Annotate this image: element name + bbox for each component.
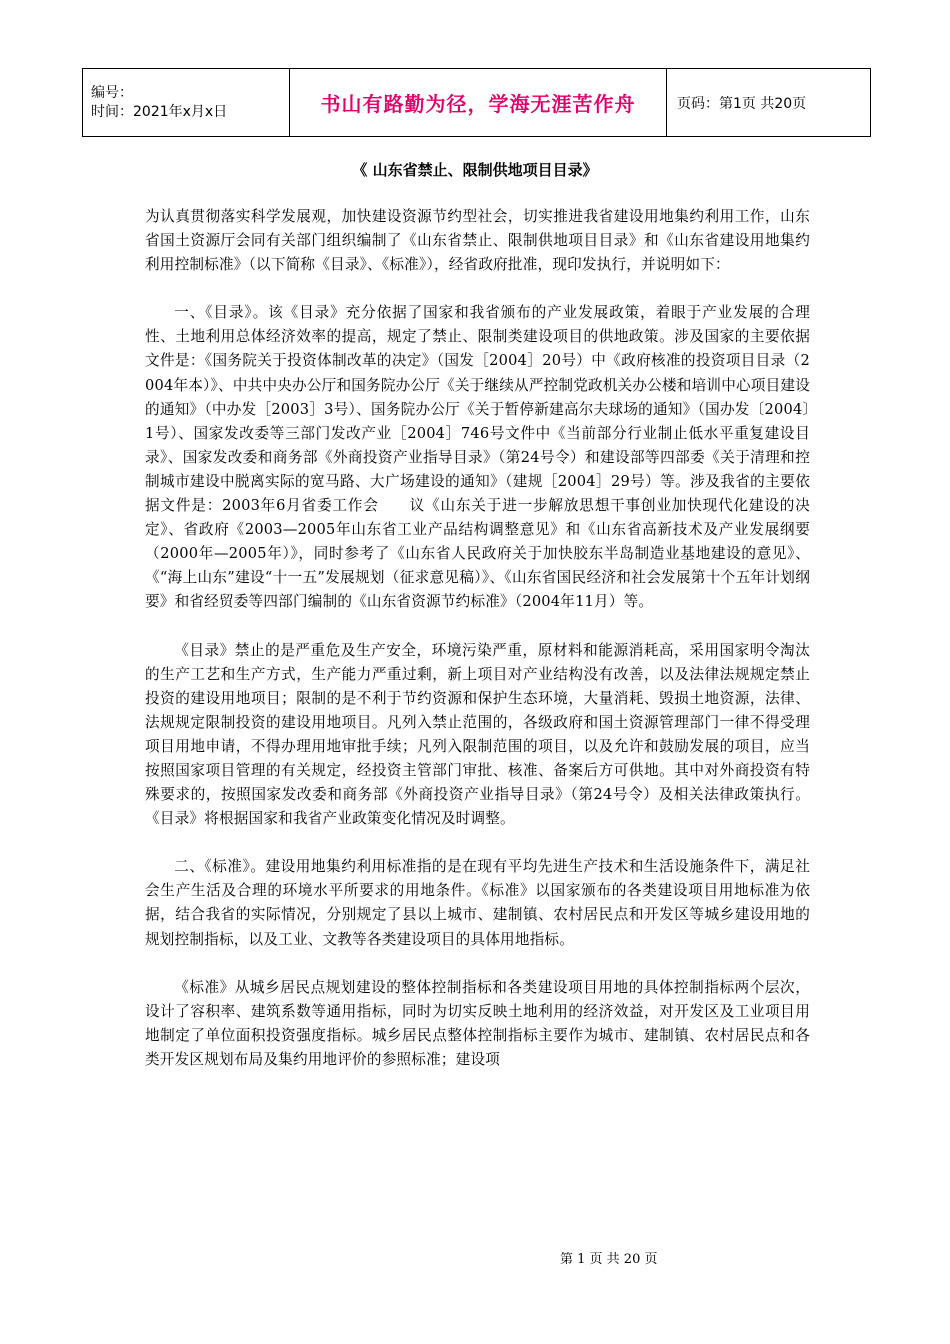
paragraph-intro: 为认真贯彻落实科学发展观，加快建设资源节约型社会，切实推进我省建设用地集约利用工作，山东省国土资源厅会同有关部门组织编制了《山东省禁止、限制供地项目目录》和《山东省建设用地集约利用控制标准》（以下简称《目录》、《标准》），经省政府批准，现印发执行，并说明如下： [145,208,810,274]
document-code-label: 编号： [91,84,133,101]
page-footer: 第 1 页 共 20 页 [560,1252,658,1267]
header-page-info: 页码：第1页 共20页 [667,69,871,137]
document-time-label: 时间：2021年x月x日 [91,103,228,120]
header-meta-cell [83,69,290,137]
header-table [82,68,871,137]
paragraph-standard: 二、《标准》。建设用地集约利用标准指的是在现有平均先进生产技术和生活设施条件下，满足社会生产生活及合理的环境水平所要求的用地条件。《标准》以国家颁布的各类建设项目用地标准为依据，结合我省的实际情况，分别规定了县以上城市、建制镇、农村居民点和开发区等城乡建设用地的规划控制指标，以及工业、文教等各类建设项目的具体用地指标。 [145,858,810,948]
document-title: 《 山东省禁止、限制供地项目目录》 [352,161,598,179]
paragraph-catalog: 一、《目录》。该《目录》充分依据了国家和我省颁布的产业发展政策，着眼于产业发展的合理性、土地利用总体经济效率的提高，规定了禁止、限制类建设项目的供地政策。涉及国家的主要依据文件是：《国务院关于投资体制改革的决定》（国发［2004］20号）中《政府核准的投资项目目录（2004年本）》、中共中央办公厅和国务院办公厅《关于继续从严控制党政机关办公楼和培训中心项目建设的通知》（中办发［2003］3号）、国务院办公厅《关于暂停新建高尔夫球场的通知》（国办发〔2004〕1号）、国家发改委等三部门发改产业［2004］746号文件中《当前部分行业制止低水平重复建设目录》、国家发改委和商务部《外商投资产业指导目录》（第24号令）和建设部等四部委《关于清理和控制城市建设中脱离实际的宽马路、大广场建设的通知》（建规［2004］29号）等。涉及我省的主要依据文件是：2003年6月省委工作会 议《山东关于进一步解放思想干事创业加快现代化建设的决定》、省政府《2003—2005年山东省工业产品结构调整意见》和《山东省高新技术及产业发展纲要（2000年—2005年）》，同时参考了《山东省人民政府关于加快胶东半岛制造业基地建设的意见》、《“海上山东”建设“十一五”发展规划（征求意见稿）》、《山东省国民经济和社会发展第十个五年计划纲要》和省经贸委等四部门编制的《山东省资源节约标准》（2004年11月）等。 [145,304,810,611]
header-motto: 书山有路勤为径，学海无涯苦作舟 [290,69,667,137]
paragraph-catalog-scope: 《目录》禁止的是严重危及生产安全，环境污染严重，原材料和能源消耗高，采用国家明令淘汰的生产工艺和生产方式，生产能力严重过剩，新上项目对产业结构没有改善，以及法律法规规定禁止投资的建设用地项目；限制的是不利于节约资源和保护生态环境，大量消耗、毁损土地资源，法律、法规规定限制投资的建设用地项目。凡列入禁止范围的，各级政府和国土资源管理部门一律不得受理项目用地申请，不得办理用地审批手续；凡列入限制范围的项目，以及允许和鼓励发展的项目，应当按照国家项目管理的有关规定，经投资主管部门审批、核准、备案后方可供地。其中对外商投资有特殊要求的，按照国家发改委和商务部《外商投资产业指导目录》（第24号令）及相关法律政策执行。《目录》将根据国家和我省产业政策变化情况及时调整。 [145,641,810,828]
document-body [145,205,810,1096]
paragraph-standard-levels: 《标准》从城乡居民点规划建设的整体控制指标和各类建设项目用地的具体控制指标两个层次，设计了容积率、建筑系数等通用指标，同时为切实反映土地利用的经济效益，对开发区及工业项目用地制定了单位面积投资强度指标。城乡居民点整体控制指标主要作为城市、建制镇、农村居民点和各类开发区规划布局及集约用地评价的参照标准；建设项 [145,978,810,1068]
